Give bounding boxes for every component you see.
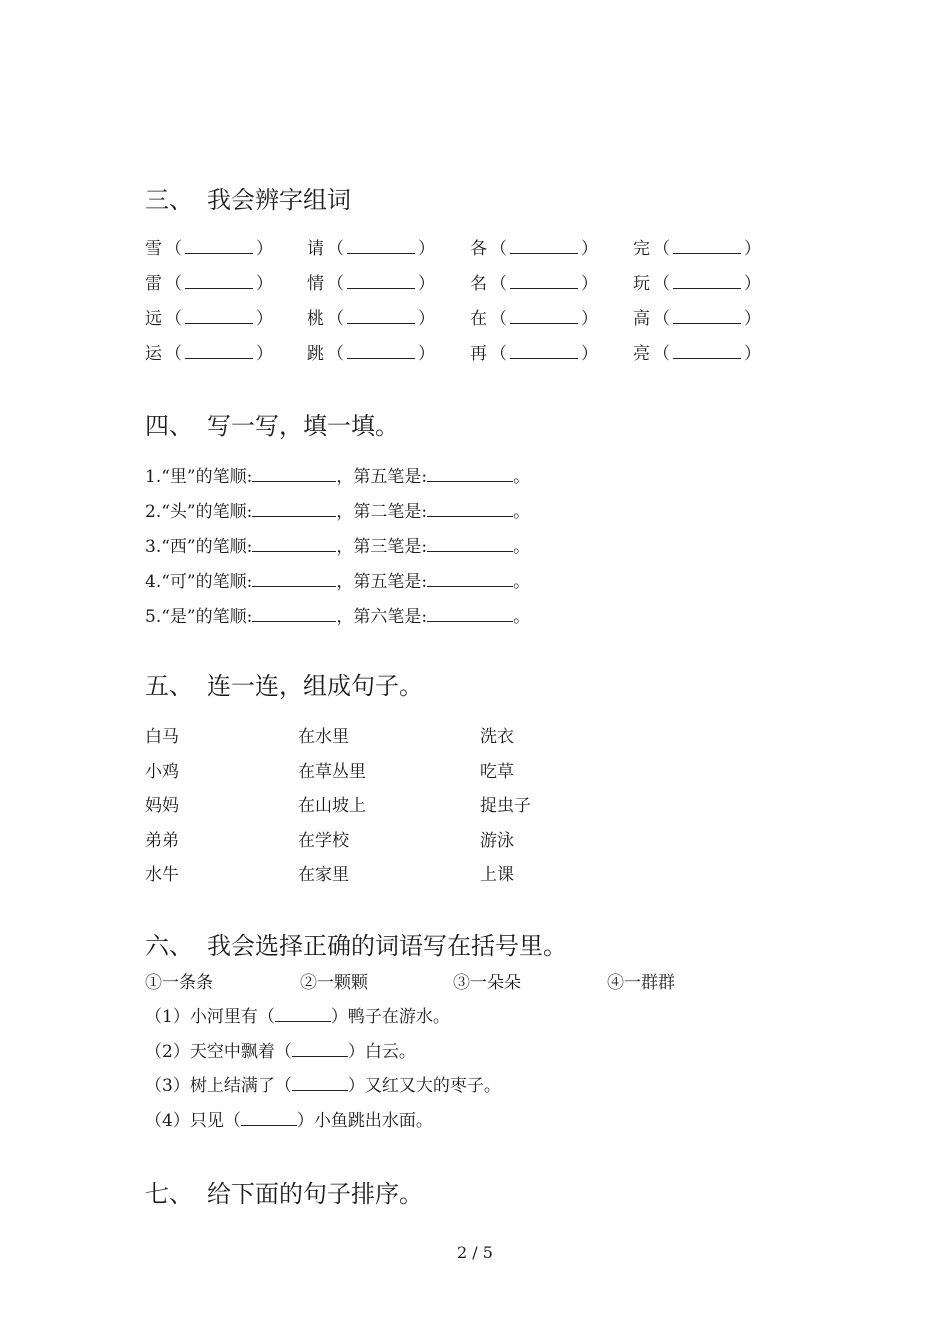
match-item[interactable]: 在草丛里	[298, 761, 366, 782]
open-paren: （	[327, 309, 344, 329]
match-item[interactable]: 游泳	[480, 830, 514, 851]
match-item[interactable]: 弟弟	[145, 830, 179, 851]
close-paren: ）	[256, 344, 273, 364]
close-paren: ）	[744, 309, 761, 329]
word-group-cell	[307, 234, 438, 259]
stroke-order-item	[145, 567, 530, 592]
item-end: 。	[513, 607, 531, 627]
word-group-cell	[307, 304, 438, 329]
match-item[interactable]: 上课	[480, 865, 514, 885]
item-suffix: ）又红又大的枣子。	[347, 1076, 501, 1096]
item-prefix: （3）树上结满了（	[145, 1076, 292, 1096]
item-prefix: 4.“可”的笔顺:	[145, 572, 253, 592]
section-6-number: 六、	[145, 932, 193, 960]
character: 跳	[307, 344, 324, 364]
close-paren: ）	[581, 239, 598, 259]
section-5-title: 连一连，组成句子。	[207, 672, 423, 700]
item-prefix: （1）小河里有（	[145, 1007, 275, 1027]
word-blank[interactable]	[347, 252, 415, 254]
match-item[interactable]: 吃草	[480, 761, 514, 782]
close-paren: ）	[581, 344, 598, 364]
character: 请	[307, 239, 324, 259]
word-group-cell	[470, 234, 601, 259]
open-paren: （	[653, 344, 670, 364]
option-item: ②一颗颗	[300, 973, 368, 993]
stroke-blank[interactable]	[427, 480, 513, 482]
close-paren: ）	[418, 309, 435, 329]
open-paren: （	[653, 309, 670, 329]
open-paren: （	[327, 344, 344, 364]
option-item: ①一条条	[145, 973, 213, 993]
open-paren: （	[165, 239, 182, 259]
match-item[interactable]: 在学校	[298, 830, 349, 851]
word-group-cell	[145, 304, 276, 329]
item-prefix: （4）只见（	[145, 1110, 241, 1131]
item-prefix: 1.“里”的笔顺:	[145, 467, 253, 487]
item-end: 。	[513, 537, 531, 557]
stroke-order-blank[interactable]	[252, 585, 336, 587]
fill-in-item	[145, 1002, 450, 1027]
close-paren: ）	[744, 239, 761, 259]
character: 玩	[633, 274, 650, 294]
word-group-cell	[633, 269, 764, 294]
close-paren: ）	[581, 274, 598, 294]
character: 桃	[307, 309, 324, 329]
character: 亮	[633, 344, 650, 364]
item-suffix: ）鸭子在游水。	[330, 1007, 450, 1027]
match-item[interactable]: 在家里	[298, 865, 349, 885]
word-blank[interactable]	[673, 252, 741, 254]
word-blank[interactable]	[510, 287, 578, 289]
close-paren: ）	[418, 239, 435, 259]
word-blank[interactable]	[510, 252, 578, 254]
word-blank[interactable]	[510, 322, 578, 324]
word-choice-blank[interactable]	[292, 1055, 348, 1057]
stroke-order-item	[145, 497, 530, 522]
close-paren: ）	[744, 344, 761, 364]
section-7-heading	[145, 1174, 423, 1209]
close-paren: ）	[256, 274, 273, 294]
stroke-order-blank[interactable]	[252, 515, 336, 517]
word-choice-blank[interactable]	[292, 1089, 348, 1091]
word-blank[interactable]	[347, 287, 415, 289]
section-7-title: 给下面的句子排序。	[207, 1180, 423, 1208]
word-group-cell	[145, 234, 276, 259]
word-group-cell	[307, 339, 438, 364]
close-paren: ）	[418, 344, 435, 364]
section-3-title: 我会辨字组词	[207, 186, 351, 214]
match-item[interactable]: 洗衣	[480, 727, 514, 747]
word-group-cell	[633, 304, 764, 329]
item-mid: ，第五笔是:	[336, 467, 428, 487]
match-item[interactable]: 水牛	[145, 865, 179, 885]
section-6-heading	[145, 926, 567, 961]
section-4-heading	[145, 406, 399, 441]
character: 高	[633, 309, 650, 329]
match-item[interactable]: 在山坡上	[298, 796, 366, 816]
option-item: ③一朵朵	[453, 973, 521, 993]
character: 远	[145, 309, 162, 329]
word-blank[interactable]	[510, 357, 578, 359]
character: 雪	[145, 239, 162, 259]
word-blank[interactable]	[347, 322, 415, 324]
section-4-title: 写一写，填一填。	[207, 412, 399, 440]
word-group-cell	[633, 339, 764, 364]
item-end: 。	[513, 572, 531, 592]
word-blank[interactable]	[185, 357, 253, 359]
word-blank[interactable]	[347, 357, 415, 359]
match-item[interactable]: 在水里	[298, 727, 349, 747]
item-mid: ，第六笔是:	[336, 607, 428, 627]
character: 情	[307, 274, 324, 294]
word-group-cell	[307, 269, 438, 294]
item-mid: ，第三笔是:	[336, 537, 428, 557]
word-choice-blank[interactable]	[241, 1124, 297, 1126]
match-item[interactable]: 妈妈	[145, 796, 179, 816]
open-paren: （	[490, 274, 507, 294]
section-5-heading	[145, 666, 423, 701]
close-paren: ）	[744, 274, 761, 294]
item-prefix: 5.“是”的笔顺:	[145, 607, 253, 627]
close-paren: ）	[256, 309, 273, 329]
item-mid: ，第二笔是:	[336, 502, 428, 522]
word-blank[interactable]	[185, 322, 253, 324]
open-paren: （	[327, 239, 344, 259]
item-suffix: ）白云。	[347, 1041, 416, 1062]
section-7-number: 七、	[145, 1180, 193, 1208]
word-group-cell	[470, 339, 601, 364]
open-paren: （	[165, 344, 182, 364]
open-paren: （	[165, 309, 182, 329]
section-5-number: 五、	[145, 672, 193, 700]
stroke-blank[interactable]	[427, 620, 513, 622]
item-prefix: 3.“西”的笔顺:	[145, 537, 253, 557]
option-item: ④一群群	[607, 973, 675, 993]
close-paren: ）	[581, 309, 598, 329]
stroke-order-item	[145, 532, 530, 557]
character: 名	[470, 274, 487, 294]
character: 各	[470, 239, 487, 259]
character: 再	[470, 344, 487, 364]
item-prefix: 2.“头”的笔顺:	[145, 502, 253, 522]
fill-in-item	[145, 1071, 501, 1096]
character: 雷	[145, 274, 162, 294]
stroke-blank[interactable]	[427, 585, 513, 587]
word-group-cell	[145, 339, 276, 364]
open-paren: （	[165, 274, 182, 294]
fill-in-item	[145, 1106, 433, 1131]
character: 运	[145, 344, 162, 364]
section-6-title: 我会选择正确的词语写在括号里。	[207, 932, 567, 960]
open-paren: （	[653, 274, 670, 294]
word-group-cell	[633, 234, 764, 259]
open-paren: （	[490, 344, 507, 364]
section-3-heading	[145, 180, 351, 215]
close-paren: ）	[418, 274, 435, 294]
word-blank[interactable]	[673, 287, 741, 289]
match-item[interactable]: 白马	[145, 727, 179, 747]
open-paren: （	[490, 239, 507, 259]
word-blank[interactable]	[673, 322, 741, 324]
section-3-number: 三、	[145, 186, 193, 214]
word-blank[interactable]	[673, 357, 741, 359]
item-end: 。	[513, 502, 531, 522]
stroke-order-blank[interactable]	[252, 550, 336, 552]
item-suffix: ）小鱼跳出水面。	[296, 1110, 433, 1131]
character: 完	[633, 239, 650, 259]
word-blank[interactable]	[185, 287, 253, 289]
stroke-order-blank[interactable]	[252, 480, 336, 482]
match-item[interactable]: 小鸡	[145, 761, 179, 782]
item-prefix: （2）天空中飘着（	[145, 1041, 292, 1062]
open-paren: （	[653, 239, 670, 259]
stroke-blank[interactable]	[427, 515, 513, 517]
item-end: 。	[513, 467, 531, 487]
item-mid: ，第五笔是:	[336, 572, 428, 592]
match-item[interactable]: 捉虫子	[480, 796, 531, 816]
word-blank[interactable]	[185, 252, 253, 254]
stroke-order-item	[145, 462, 530, 487]
stroke-blank[interactable]	[427, 550, 513, 552]
stroke-order-item	[145, 602, 530, 627]
word-group-cell	[470, 304, 601, 329]
word-group-cell	[470, 269, 601, 294]
fill-in-item	[145, 1037, 416, 1062]
word-choice-blank[interactable]	[275, 1020, 331, 1022]
word-group-cell	[145, 269, 276, 294]
stroke-order-blank[interactable]	[252, 620, 336, 622]
page-number: 2 / 5	[457, 1243, 493, 1262]
character: 在	[470, 309, 487, 329]
open-paren: （	[490, 309, 507, 329]
section-4-number: 四、	[145, 412, 193, 440]
open-paren: （	[327, 274, 344, 294]
close-paren: ）	[256, 239, 273, 259]
